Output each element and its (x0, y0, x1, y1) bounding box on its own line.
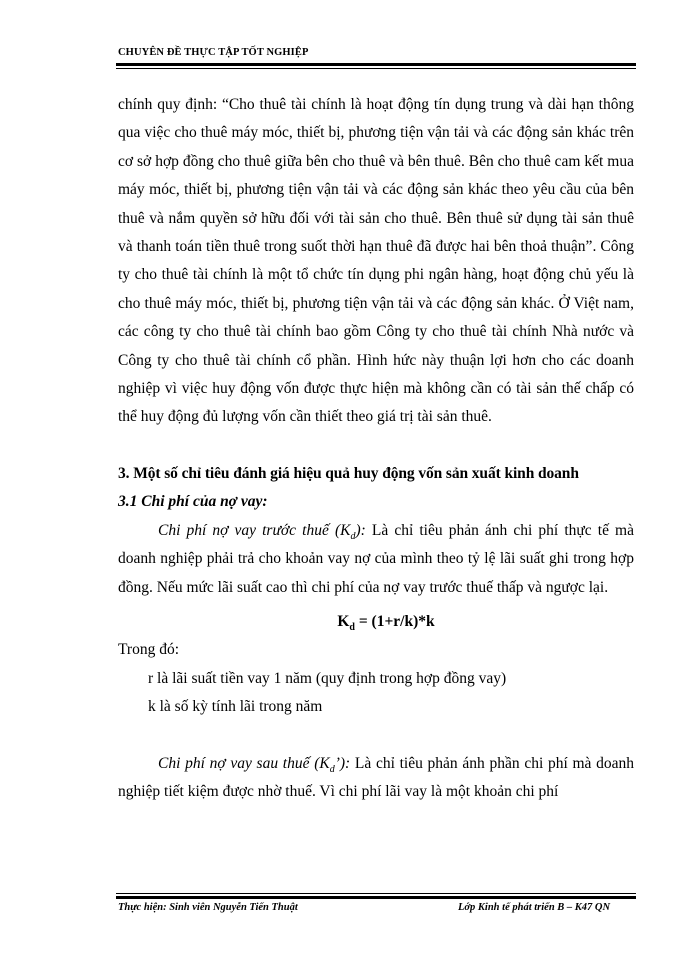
header-rule-thin (116, 68, 636, 69)
spacer (118, 432, 634, 460)
term-pre-tax-end: ): (355, 521, 366, 539)
header-title: CHUYÊN ĐỀ THỰC TẬP TỐT NGHIỆP (118, 47, 309, 58)
term-after-tax-end: ’): (334, 754, 351, 772)
formula-sub: d (349, 622, 355, 633)
header-rule-thick (116, 63, 636, 66)
paragraph-after-tax-cost (118, 750, 634, 807)
where-item-k: k là số kỳ tính lãi trong năm (148, 698, 323, 716)
where-item-r: r là lãi suất tiền vay 1 năm (quy định trong hợp đồng vay) (148, 669, 507, 687)
term-pre-tax-label (158, 521, 366, 542)
term-pre-tax-text: Chi phí nợ vay trước thuế (K (158, 521, 351, 539)
term-after-tax-sub: d (329, 763, 335, 775)
term-after-tax-text: Chi phí nợ vay sau thuế (K (158, 754, 330, 772)
footer-rule-thin (116, 893, 636, 894)
spacer (118, 722, 634, 750)
footer-author: Thực hiện: Sinh viên Nguyễn Tiến Thuật (118, 902, 298, 913)
document-body (118, 91, 634, 806)
formula-kd (118, 608, 634, 636)
formula-lhs: K (337, 612, 350, 630)
paragraph-pre-tax-cost (118, 517, 634, 602)
formula-rhs: = (1+r/k)*k (354, 612, 435, 630)
paragraph-leasing-definition: chính quy định: “Cho thuê tài chính là hoạt động tín dụng trung và dài hạn thông qua việc cho thuê máy móc, thiết bị, phương tiện vận tải và các động sản khác trên cơ sở hợp đồng cho thuê giữa bên cho thuê và bên thuê. Bên cho thuê cam kết mua máy móc, thiết bị, phương tiện vận tải và các động sản khác theo yêu cầu của bên thuê và nắm quyền sở hữu đối với tài sản cho thuê. Bên thuê sử dụng tài sản thuê và thanh toán tiền thuê trong suốt thời hạn thuê đã được hai bên thoả thuận”. Công ty cho thuê tài chính là một tổ chức tín dụng phi ngân hàng, hoạt động chủ yếu là cho thuê máy móc, thiết bị, phương tiện vận tải và các động sản khác. Ở Việt nam, các công ty cho thuê tài chính bao gồm Công ty cho thuê tài chính Nhà nước và Công ty cho thuê tài chính cổ phần. Hình hức này thuận lợi hơn cho các doanh nghiệp vì việc huy động vốn được thực hiện mà không cần có tài sản thế chấp có thể huy động đủ lượng vốn cần thiết theo giá trị tài sản thuê. (118, 96, 634, 426)
pre-tax-description: Là chỉ tiêu phản ánh chi phí thực tế mà doanh nghiệp phải trả cho khoản vay nợ của mình theo tỷ lệ lãi suất ghi trong hợp đồng. Nếu mức lãi suất cao thì chi phí của nợ vay trước thuế thấp và ngược lại. (118, 521, 634, 596)
where-label: Trong đó: (118, 641, 180, 659)
section-heading: 3. Một số chỉ tiêu đánh giá hiệu quả huy động vốn sản xuất kinh doanh (118, 464, 579, 482)
term-pre-tax-sub: d (350, 530, 356, 542)
footer-class: Lớp Kinh tế phát triển B – K47 QN (458, 902, 611, 913)
footer-rule-thick (116, 896, 636, 899)
subsection-heading: 3.1 Chi phí của nợ vay: (118, 493, 268, 511)
after-tax-description: Là chỉ tiêu phản ánh phần chi phí mà doanh nghiệp tiết kiệm được nhờ thuế. Vì chi phí lãi vay là một khoản chi phí (118, 754, 634, 800)
term-after-tax-label (158, 754, 351, 775)
